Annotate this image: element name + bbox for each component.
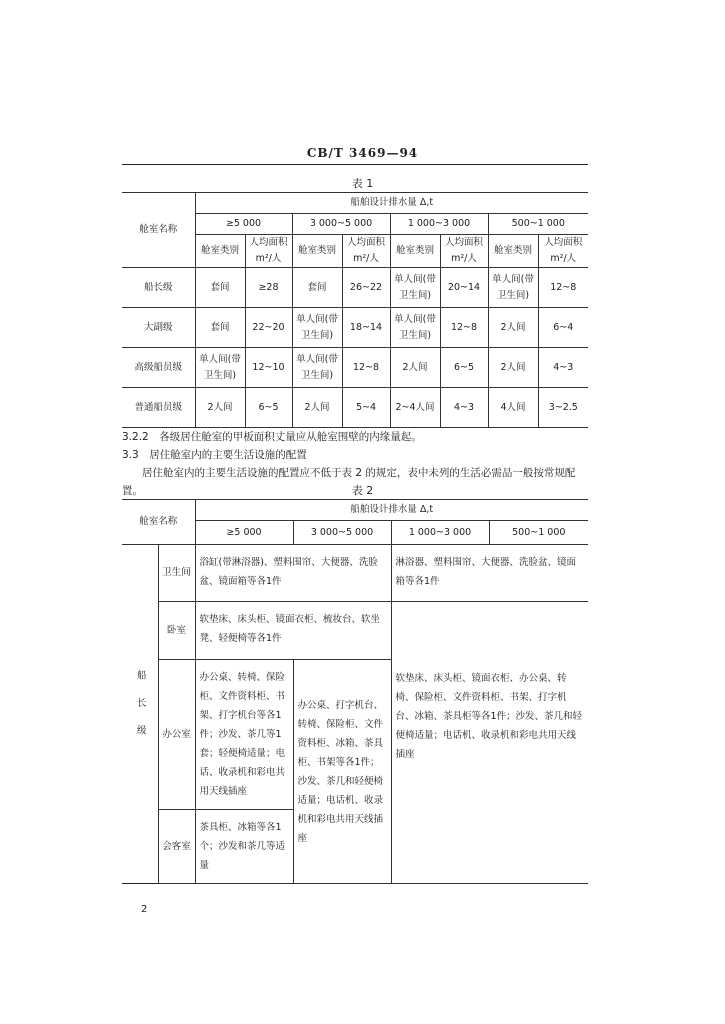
document-header: CB/T 3469—94	[306, 146, 419, 160]
area-cell: ≥28	[245, 268, 292, 308]
bath-small-cell: 淋浴器、塑料围帘、大便器、洗脸盆、镜面箱等各1件	[391, 545, 588, 602]
area-cell: 6~5	[245, 388, 292, 428]
cabin-type-cell: 2人间	[390, 348, 440, 388]
office-5000-cell: 办公桌、转椅、保险柜、文件资料柜、书架、打字机台等各1件；沙发、茶几等1套；轻便椅适量；电话、收录机和彩电共用天线插座	[195, 660, 293, 810]
area-cell: 12~10	[245, 348, 292, 388]
sub-header: 舱室类别	[488, 235, 538, 268]
table-row	[122, 268, 588, 308]
sub-header: 舱室类别	[195, 235, 245, 268]
range-header: 1 000~3 000	[391, 521, 489, 545]
group-header: 船舶设计排水量 Δ,t	[195, 193, 588, 214]
cabin-type-cell: 单人间(带卫生间)	[195, 348, 245, 388]
table-row	[122, 308, 588, 348]
area-cell: 12~8	[440, 308, 488, 348]
sub-header: 人均面积 m²/人	[342, 235, 390, 268]
group-header: 船舶设计排水量 Δ,t	[195, 500, 588, 521]
area-cell: 4~3	[440, 388, 488, 428]
cabin-type-cell: 单人间(带卫生间)	[488, 268, 538, 308]
office-3000-cell: 办公桌、打字机台、转椅、保险柜、文件资料柜、冰箱、茶具柜、书架等各1件；沙发、茶几和轻便椅适量；电话机、收录机和彩电共用天线插座	[293, 660, 391, 884]
section-3-3-heading: 3.3 居住舱室内的主要生活设施的配置	[122, 449, 307, 461]
table1	[122, 192, 588, 428]
table2-caption: 表 2	[351, 484, 374, 497]
rank-label: 普通船员级	[122, 388, 195, 428]
table-row	[122, 388, 588, 428]
area-cell: 12~8	[342, 348, 390, 388]
room-label: 会客室	[158, 810, 195, 884]
area-cell: 3~2.5	[538, 388, 588, 428]
table1-caption: 表 1	[351, 177, 374, 190]
cabin-type-cell: 2人间	[195, 388, 245, 428]
cabin-type-cell: 2人间	[292, 388, 342, 428]
area-cell: 18~14	[342, 308, 390, 348]
sub-header: 舱室类别	[390, 235, 440, 268]
range-header: 500~1 000	[489, 521, 588, 545]
row-header: 舱室名称	[122, 500, 195, 545]
room-label: 卫生间	[158, 545, 195, 602]
header-rule	[122, 164, 588, 165]
table2	[122, 499, 588, 884]
range-header: 3 000~5 000	[292, 214, 390, 235]
cabin-type-cell: 2人间	[488, 308, 538, 348]
area-cell: 12~8	[538, 268, 588, 308]
cabin-type-cell: 单人间(带卫生间)	[390, 308, 440, 348]
sub-header: 人均面积 m²/人	[245, 235, 292, 268]
lounge-5000-cell: 茶具柜、冰箱等各1个；沙发和茶几等适量	[195, 810, 293, 884]
sub-header: 舱室类别	[292, 235, 342, 268]
page-number: 2	[141, 904, 148, 915]
area-cell: 26~22	[342, 268, 390, 308]
area-cell: 4~3	[538, 348, 588, 388]
area-cell: 5~4	[342, 388, 390, 428]
rank-label: 大副级	[122, 308, 195, 348]
cabin-type-cell: 2人间	[488, 348, 538, 388]
room-label: 卧室	[158, 602, 195, 660]
bath-large-cell: 浴缸(带淋浴器)、塑料围帘、大便器、洗脸盆、镜面箱等各1件	[195, 545, 391, 602]
sub-header: 人均面积 m²/人	[440, 235, 488, 268]
group-label: 船长级	[134, 669, 146, 753]
cabin-type-cell: 单人间(带卫生间)	[292, 308, 342, 348]
rank-label: 高级船员级	[122, 348, 195, 388]
range-header: 500~1 000	[488, 214, 588, 235]
cabin-type-cell: 4人间	[488, 388, 538, 428]
cabin-type-cell: 单人间(带卫生间)	[292, 348, 342, 388]
table-row	[122, 348, 588, 388]
area-cell: 20~14	[440, 268, 488, 308]
paragraph-3-2-2: 3.2.2 各级居住舱室的甲板面积丈量应从舱室围壁的内缘量起。	[122, 431, 422, 443]
range-header: ≥5 000	[195, 214, 292, 235]
row-header: 舱室名称	[122, 193, 195, 268]
range-header: ≥5 000	[195, 521, 293, 545]
range-header: 1 000~3 000	[390, 214, 488, 235]
area-cell: 6~4	[538, 308, 588, 348]
bedroom-large-cell: 软垫床、床头柜、镜面衣柜、梳妆台、软坐凳、轻便椅等各1件	[195, 602, 391, 660]
cabin-type-cell: 套间	[292, 268, 342, 308]
cabin-type-cell: 套间	[195, 268, 245, 308]
cabin-type-cell: 单人间(带卫生间)	[390, 268, 440, 308]
paragraph-3-3: 居住舱室内的主要生活设施的配置应不低于表 2 的规定，表中未列的生活必需品一般按常规配置。	[122, 467, 576, 497]
rank-label: 船长级	[122, 268, 195, 308]
room-label: 办公室	[158, 660, 195, 810]
area-cell: 22~20	[245, 308, 292, 348]
sub-header: 人均面积 m²/人	[538, 235, 588, 268]
combined-small-cell: 软垫床、床头柜、镜面衣柜、办公桌、转椅、保险柜、文件资料柜、书架、打字机台、冰箱、茶具柜等各1件；沙发、茶几和轻便椅适量；电话机、收录机和彩电共用天线插座	[391, 602, 588, 884]
range-header: 3 000~5 000	[293, 521, 391, 545]
cabin-type-cell: 2~4人间	[390, 388, 440, 428]
area-cell: 6~5	[440, 348, 488, 388]
cabin-type-cell: 套间	[195, 308, 245, 348]
